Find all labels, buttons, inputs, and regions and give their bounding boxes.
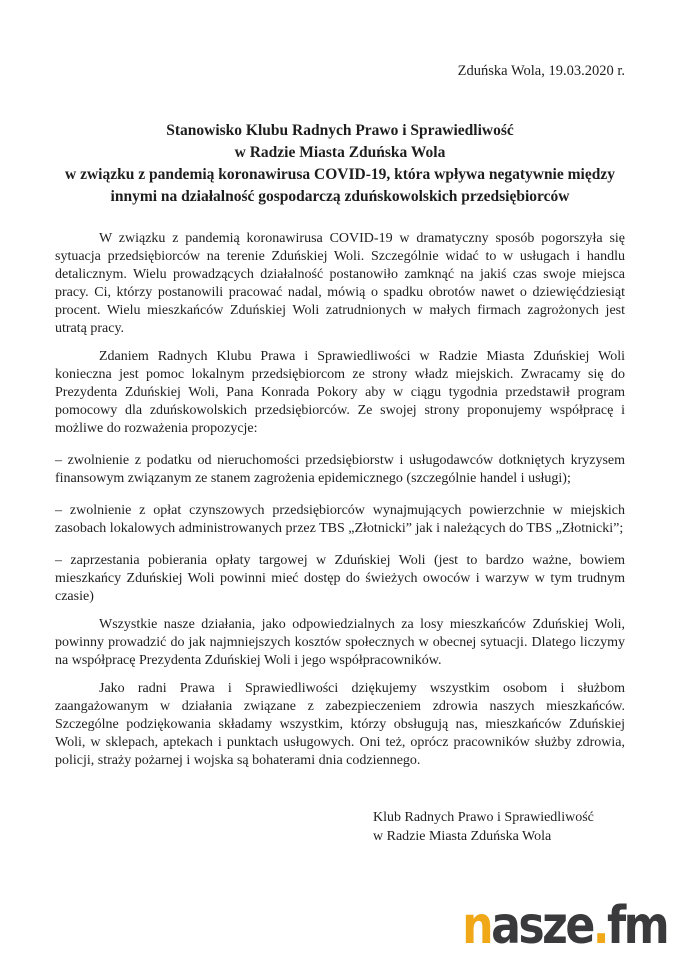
- proposal-bullet-rent-exemption: – zwolnienie z opłat czynszowych przedsiębiorców wynajmujących powierzchnie w miejskich zasobach lokalowych administrowanych przez TBS „Złotnicki” jak i należących do TBS „Złotnicki”;: [55, 503, 625, 536]
- signature-block: [373, 808, 625, 846]
- proposal-bullet-market-fee: – zaprzestania pobierania opłaty targowej w Zduńskiej Woli (jest to bardzo ważne, bowiem mieszkańcy Zduńskiej Woli powinni mieć dostęp do świeżych owoców i warzyw w tym trudnym czasie): [55, 553, 625, 604]
- body-paragraph-cooperation: Wszystkie nasze działania, jako odpowiedzialnych za losy mieszkańców Zduńskiej Woli, powinny prowadzić do jak najmniejszych kosztów społecznych w obecnej sytuacji. Dlatego liczymy na współpracę Prezydenta Zduńskiej Woli i jego współpracowników.: [55, 617, 625, 668]
- document-title-line-2: w Radzie Miasta Zduńska Wola: [234, 144, 446, 161]
- nasze-fm-logo: [461, 896, 667, 956]
- body-paragraph-demand: Zdaniem Radnych Klubu Prawa i Sprawiedliwości w Radzie Miasta Zduńskiej Woli konieczna jest pomoc lokalnym przedsiębiorcom ze strony władz miejskich. Zwracamy się do Prezydenta Zduńskiej Woli, Pana Konrada Pokory aby w ciągu tygodnia przedstawił program pomocowy dla zduńskowolskich przedsiębiorców. Ze swojej strony proponujemy współpracę i możliwe do rozważenia propozycje:: [55, 349, 625, 436]
- body-paragraph-intro: W związku z pandemią koronawirusa COVID-19 w dramatyczny sposób pogorszyła się sytuacja przedsiębiorców na terenie Zduńskiej Woli. Szczególnie widać to w usługach i handlu detalicznym. Wielu prowadzących działalność postanowiło zamknąć na jakiś czas swoje miejsca pracy. Ci, którzy postanowili pracować nadal, mówią o spadku obrotów nawet o dziewięćdziesiąt procent. Wielu mieszkańców Zduńskiej Woli zatrudnionych w małych firmach zagrożonych jest utratą pracy.: [55, 231, 625, 336]
- logo-letters-asze: asze: [490, 896, 593, 956]
- logo-letter-n: n: [461, 896, 491, 956]
- document-title: [55, 120, 625, 208]
- proposal-bullet-property-tax: – zwolnienie z podatku od nieruchomości przedsiębiorstw i usługodawców dotkniętych kryzysem finansowym związanym ze stanem zagrożenia epidemicznego (szczególnie handel i usługi);: [55, 453, 625, 486]
- document-date: Zduńska Wola, 19.03.2020 r.: [457, 63, 625, 79]
- logo-letters-fm: fm: [606, 896, 667, 956]
- logo-dot: .: [592, 896, 607, 956]
- document-title-line-1: Stanowisko Klubu Radnych Prawo i Sprawiedliwość: [166, 122, 514, 139]
- signature-line-2: w Radzie Miasta Zduńska Wola: [373, 829, 552, 844]
- document-title-line-4: innymi na działalność gospodarczą zduńskowolskich przedsiębiorców: [110, 188, 570, 205]
- document-title-line-3: w związku z pandemią koronawirusa COVID-19, która wpływa negatywnie między: [65, 166, 615, 183]
- signature-line-1: Klub Radnych Prawo i Sprawiedliwość: [373, 810, 594, 825]
- body-paragraph-thanks: Jako radni Prawa i Sprawiedliwości dziękujemy wszystkim osobom i służbom zaangażowanym w działania związane z zabezpieczeniem zdrowia naszych mieszkańców. Szczególne podziękowania składamy wszystkim, którzy obsługują nas, mieszkańców Zduńskiej Woli, w sklepach, aptekach i punktach usługowych. Oni też, oprócz pracowników służby zdrowia, policji, straży pożarnej i wojska są bohaterami dnia codziennego.: [55, 681, 625, 768]
